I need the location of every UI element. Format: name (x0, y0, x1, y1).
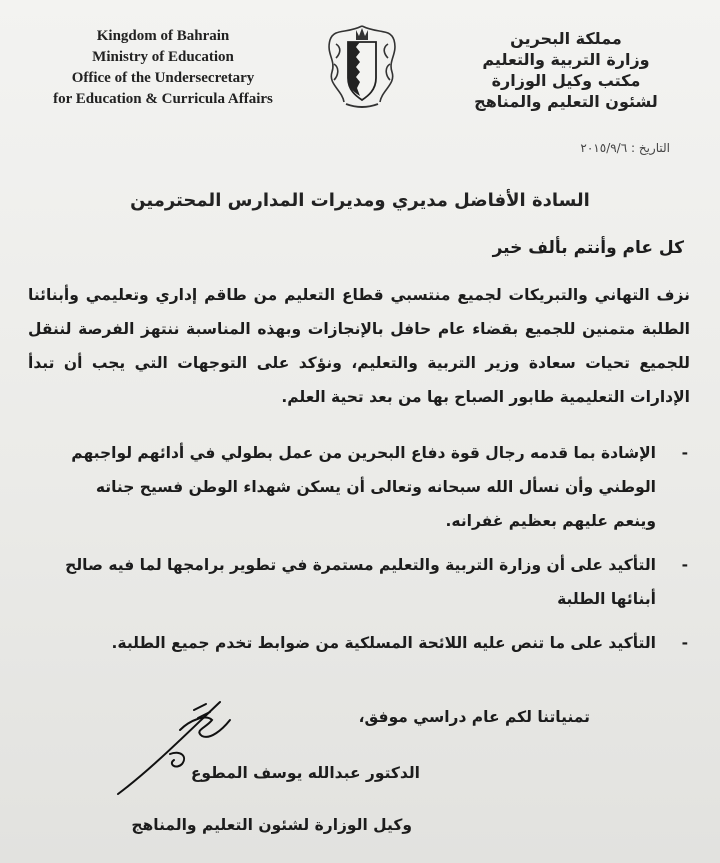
bullet-dash-icon: - (681, 444, 688, 462)
arabic-letterhead (436, 28, 696, 112)
body-paragraph: نزف التهاني والتبريكات لجميع منتسبي قطاع التعليم من طاقم إداري وتعليمي وأبنائنا الطلبة متمنين للجميع بقضاء عام حافل بالإنجازات وبهذه المناسبة ننتهز الفرصة لننقل للجميع تحيات سعادة وزير التربية والتعليم، ونؤكد على التوجهات التي يجب أن تبدأ الإدارات التعليمية طابور الصباح بها من بعد تحية العلم. (28, 286, 690, 406)
bahrain-emblem-icon (322, 20, 402, 112)
letter-date: التاريخ : ٢٠١٥/٩/٦ (580, 141, 670, 155)
list-item (60, 436, 690, 538)
salutation: السادة الأفاضل مديري ومديرات المدارس المحترمين (130, 190, 590, 211)
bullet-list (60, 436, 690, 670)
bullet-text: التأكيد على أن وزارة التربية والتعليم مستمرة في تطوير برامجها لما فيه صالح أبنائها الطلبة (65, 556, 656, 608)
list-item (60, 548, 690, 616)
bullet-text: الإشادة بما قدمه رجال قوة دفاع البحرين من عمل بطولي في أدائهم لواجبهم الوطني وأن نسأل الله سبحانه وتعالى أن يسكن شهداء الوطن فسيح جناته وينعم عليهم بعظيم غفرانه. (71, 444, 656, 530)
letterhead-en-line2: Ministry of Education (92, 49, 234, 65)
handwritten-signature-icon (110, 690, 250, 800)
letterhead-ar-line2: وزارة التربية والتعليم (482, 50, 650, 69)
signatory-name: الدكتور عبدالله يوسف المطوع (190, 764, 420, 782)
letterhead-ar-line4: لشئون التعليم والمناهج (474, 92, 658, 111)
greeting: كل عام وأنتم بألف خير (492, 238, 684, 258)
letterhead-ar-line1: مملكة البحرين (510, 29, 622, 48)
bullet-text: التأكيد على ما تنص عليه اللائحة المسلكية من ضوابط تخدم جميع الطلبة. (111, 634, 656, 652)
letterhead-en-line4: for Education & Curricula Affairs (53, 91, 273, 107)
letterhead-en-line1: Kingdom of Bahrain (96, 28, 230, 44)
list-item (60, 626, 690, 660)
letterhead-ar-line3: مكتب وكيل الوزارة (491, 71, 641, 90)
signatory-title: وكيل الوزارة لشئون التعليم والمناهج (131, 816, 412, 834)
english-letterhead (28, 26, 298, 110)
letterhead-en-line3: Office of the Undersecretary (71, 70, 255, 86)
bullet-dash-icon: - (681, 556, 688, 574)
closing-line: تمنياتنا لكم عام دراسي موفق، (358, 708, 590, 726)
bullet-dash-icon: - (681, 634, 688, 652)
